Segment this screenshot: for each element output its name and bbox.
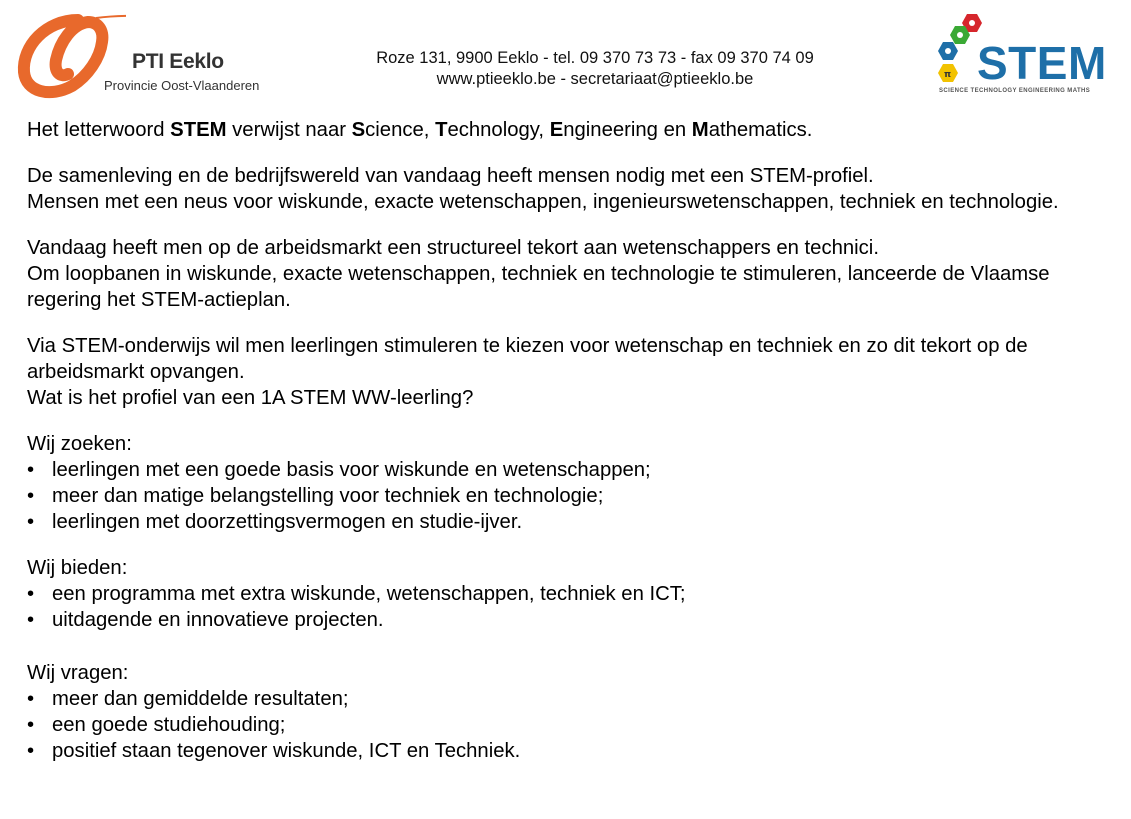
atom-icon — [957, 32, 963, 38]
address-line: Roze 131, 9900 Eeklo - tel. 09 370 73 73 - fax 09 370 74 09 — [376, 49, 814, 67]
web-line: www.ptieeklo.be - secretariaat@ptieeklo.be — [436, 70, 754, 88]
school-subtitle: Provincie Oost-Vlaanderen — [104, 78, 260, 93]
bieden-heading: Wij bieden: — [27, 557, 128, 579]
bieden-list — [27, 581, 1117, 633]
intro-text: ngineering en — [563, 119, 692, 141]
shortage-paragraph — [27, 235, 1117, 313]
stem-logo — [935, 12, 1120, 102]
education-paragraph — [27, 333, 1117, 411]
pti-eeklo-logo — [16, 12, 276, 102]
intro-t: T — [435, 119, 448, 141]
list-item: • een goede studiehouding; — [27, 712, 1117, 738]
intro-text: verwijst naar — [226, 119, 352, 141]
zoeken-heading: Wij zoeken: — [27, 433, 132, 455]
intro-e: E — [549, 119, 564, 141]
list-item: • een programma met extra wiskunde, wetenschappen, techniek en ICT; — [27, 581, 1117, 607]
intro-stem: STEM — [170, 119, 227, 141]
profile-question: Wat is het profiel van een 1A STEM WW-leerling? — [27, 387, 474, 409]
robot-icon — [969, 20, 975, 26]
list-item: • uitdagende en innovatieve projecten. — [27, 607, 1117, 633]
shortage-line-1: Vandaag heeft men op de arbeidsmarkt een structureel tekort aan wetenschappers en technici. — [27, 237, 879, 259]
intro-s: S — [351, 119, 366, 141]
vragen-list — [27, 686, 1117, 764]
intro-text: echnology, — [447, 119, 550, 141]
list-item: • leerlingen met doorzettingsvermogen en studie-ijver. — [27, 509, 1117, 535]
list-item: • positief staan tegenover wiskunde, ICT en Techniek. — [27, 738, 1117, 764]
document-header — [0, 0, 1131, 110]
list-item: • leerlingen met een goede basis voor wiskunde en wetenschappen; — [27, 457, 1117, 483]
intro-text: athematics. — [708, 119, 813, 141]
intro-paragraph — [27, 117, 1117, 143]
vragen-heading: Wij vragen: — [27, 662, 129, 684]
document-body — [27, 117, 1117, 784]
intro-text: Het letterwoord — [27, 119, 171, 141]
list-item: • meer dan gemiddelde resultaten; — [27, 686, 1117, 712]
pi-icon: π — [944, 70, 952, 80]
list-item: • meer dan matige belangstelling voor techniek en technologie; — [27, 483, 1117, 509]
shortage-line-2: Om loopbanen in wiskunde, exacte wetenschappen, techniek en technologie te stimuleren, lanceerde de Vlaamse regering het STEM-actieplan. — [27, 263, 1050, 311]
society-paragraph — [27, 163, 1117, 215]
zoeken-list — [27, 457, 1117, 535]
society-line-2: Mensen met een neus voor wiskunde, exacte wetenschappen, ingenieurswetenschappen, techniek en technologie. — [27, 191, 1059, 213]
education-line-1: Via STEM-onderwijs wil men leerlingen stimuleren te kiezen voor wetenschap en techniek en zo dit tekort op de arbeidsmarkt opvangen. — [27, 335, 1028, 383]
gear-icon — [945, 48, 951, 54]
stem-logo-text: STEM — [977, 37, 1107, 89]
intro-m: M — [691, 119, 709, 141]
society-line-1: De samenleving en de bedrijfswereld van vandaag heeft mensen nodig met een STEM-profiel. — [27, 165, 874, 187]
intro-text: cience, — [365, 119, 436, 141]
contact-info — [330, 48, 860, 90]
stem-logo-tagline: SCIENCE TECHNOLOGY ENGINEERING MATHS — [939, 88, 1091, 94]
school-name: PTI Eeklo — [132, 50, 224, 73]
